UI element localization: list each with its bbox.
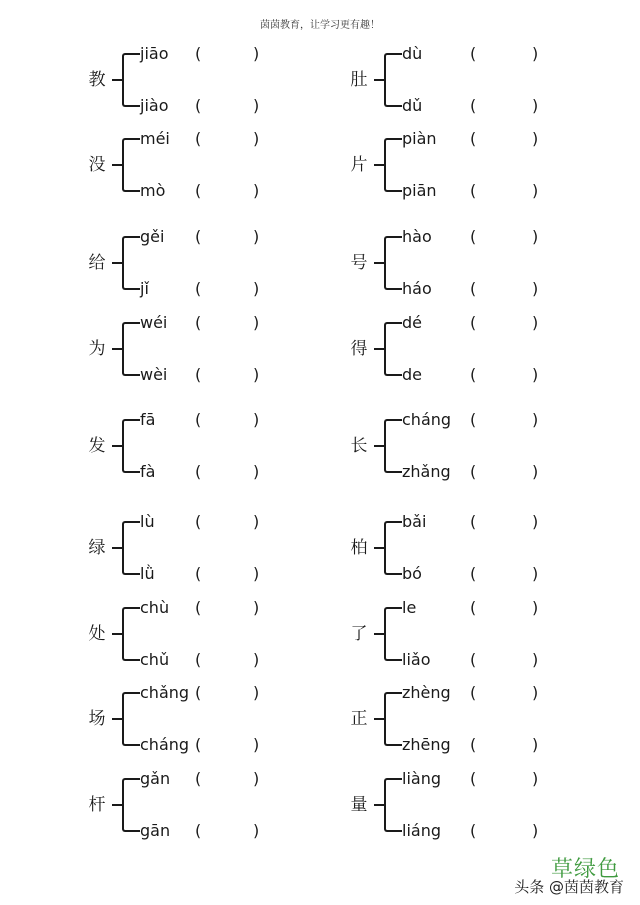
answer-blank-open: (: [470, 769, 477, 788]
answer-blank-open: (: [470, 821, 477, 840]
hanzi-character: 号: [350, 253, 368, 273]
answer-blank-close: ): [532, 181, 539, 200]
pinyin-reading: gěi: [140, 227, 165, 246]
pinyin-reading: chǎng: [140, 683, 190, 702]
answer-blank-open: (: [195, 279, 202, 298]
pinyin-reading: piān: [402, 181, 437, 200]
answer-blank-close: ): [253, 44, 260, 63]
pinyin-reading: wéi: [140, 313, 168, 332]
answer-blank-open: (: [470, 735, 477, 754]
pinyin-reading: le: [402, 598, 417, 617]
pinyin-reading: bó: [402, 564, 422, 583]
brace-tick: [112, 804, 122, 806]
brace-bracket: [384, 236, 402, 290]
answer-blank-close: ): [253, 821, 260, 840]
pinyin-reading: jiào: [140, 96, 169, 115]
brace-bracket: [122, 607, 140, 661]
brace-tick: [112, 348, 122, 350]
pinyin-reading: dù: [402, 44, 423, 63]
answer-blank-close: ): [532, 365, 539, 384]
brace-bracket: [122, 419, 140, 473]
answer-blank-open: (: [470, 44, 477, 63]
answer-blank-close: ): [532, 512, 539, 531]
hanzi-character: 没: [88, 155, 106, 175]
hanzi-character: 片: [350, 155, 368, 175]
answer-blank-open: (: [470, 512, 477, 531]
answer-blank-open: (: [195, 564, 202, 583]
hanzi-character: 处: [88, 624, 106, 644]
brace-tick: [112, 547, 122, 549]
answer-blank-close: ): [532, 129, 539, 148]
pinyin-reading: chù: [140, 598, 170, 617]
hanzi-character: 长: [350, 436, 368, 456]
answer-blank-close: ): [532, 44, 539, 63]
brace-tick: [374, 348, 384, 350]
pinyin-reading: cháng: [140, 735, 190, 754]
hanzi-character: 柏: [350, 538, 368, 558]
brace-bracket: [122, 778, 140, 832]
answer-blank-open: (: [195, 410, 202, 429]
hanzi-character: 量: [350, 795, 368, 815]
brace-bracket: [384, 521, 402, 575]
answer-blank-open: (: [470, 96, 477, 115]
answer-blank-open: (: [195, 683, 202, 702]
answer-blank-close: ): [253, 96, 260, 115]
answer-blank-open: (: [470, 598, 477, 617]
answer-blank-open: (: [470, 227, 477, 246]
answer-blank-open: (: [470, 129, 477, 148]
answer-blank-close: ): [253, 769, 260, 788]
brace-tick: [374, 79, 384, 81]
answer-blank-open: (: [470, 683, 477, 702]
watermark-text: 草绿色: [550, 857, 620, 882]
answer-blank-close: ): [253, 227, 260, 246]
brace-tick: [374, 718, 384, 720]
answer-blank-open: (: [470, 181, 477, 200]
answer-blank-open: (: [195, 44, 202, 63]
pinyin-reading: liáng: [402, 821, 441, 840]
hanzi-character: 肚: [350, 70, 368, 90]
answer-blank-close: ): [532, 735, 539, 754]
hanzi-character: 发: [88, 436, 106, 456]
pinyin-reading: wèi: [140, 365, 168, 384]
brace-tick: [374, 445, 384, 447]
answer-blank-close: ): [532, 650, 539, 669]
answer-blank-open: (: [195, 96, 202, 115]
answer-blank-close: ): [253, 735, 260, 754]
answer-blank-close: ): [253, 598, 260, 617]
answer-blank-close: ): [532, 821, 539, 840]
brace-tick: [374, 164, 384, 166]
pinyin-reading: bǎi: [402, 512, 427, 531]
pinyin-reading: cháng: [402, 410, 452, 429]
pinyin-reading: lǜ: [140, 564, 155, 583]
right-column: [320, 0, 640, 905]
brace-bracket: [122, 138, 140, 192]
answer-blank-close: ): [532, 462, 539, 481]
pinyin-reading: lù: [140, 512, 155, 531]
pinyin-reading: hào: [402, 227, 432, 246]
pinyin-reading: piàn: [402, 129, 437, 148]
brace-tick: [374, 262, 384, 264]
brace-tick: [374, 547, 384, 549]
answer-blank-close: ): [532, 279, 539, 298]
brace-tick: [112, 164, 122, 166]
pinyin-reading: gān: [140, 821, 171, 840]
answer-blank-open: (: [470, 365, 477, 384]
answer-blank-open: (: [195, 735, 202, 754]
pinyin-reading: dǔ: [402, 96, 423, 115]
answer-blank-close: ): [532, 96, 539, 115]
answer-blank-open: (: [195, 598, 202, 617]
pinyin-reading: zhǎng: [402, 462, 451, 481]
brace-bracket: [122, 322, 140, 376]
brace-bracket: [384, 138, 402, 192]
hanzi-character: 场: [88, 709, 106, 729]
brace-bracket: [384, 607, 402, 661]
brace-tick: [374, 633, 384, 635]
answer-blank-close: ): [253, 181, 260, 200]
answer-blank-close: ): [253, 410, 260, 429]
answer-blank-open: (: [470, 313, 477, 332]
brace-bracket: [384, 692, 402, 746]
hanzi-character: 教: [88, 70, 106, 90]
pinyin-reading: de: [402, 365, 422, 384]
answer-blank-close: ): [532, 313, 539, 332]
pinyin-reading: liàng: [402, 769, 441, 788]
pinyin-reading: fā: [140, 410, 156, 429]
brace-bracket: [384, 322, 402, 376]
brace-tick: [112, 262, 122, 264]
pinyin-reading: zhèng: [402, 683, 451, 702]
answer-blank-close: ): [253, 313, 260, 332]
footer-credit: 头条 @茵茵教育: [514, 878, 624, 896]
answer-blank-close: ): [253, 683, 260, 702]
brace-tick: [112, 718, 122, 720]
hanzi-character: 了: [350, 624, 368, 644]
answer-blank-open: (: [470, 462, 477, 481]
answer-blank-close: ): [253, 564, 260, 583]
answer-blank-close: ): [253, 365, 260, 384]
answer-blank-open: (: [470, 564, 477, 583]
brace-bracket: [122, 236, 140, 290]
brace-tick: [112, 633, 122, 635]
answer-blank-open: (: [195, 129, 202, 148]
pinyin-reading: háo: [402, 279, 432, 298]
hanzi-character: 绿: [88, 538, 106, 558]
answer-blank-close: ): [532, 598, 539, 617]
pinyin-reading: fà: [140, 462, 156, 481]
brace-bracket: [384, 778, 402, 832]
answer-blank-open: (: [195, 227, 202, 246]
hanzi-character: 杆: [88, 795, 106, 815]
answer-blank-open: (: [195, 365, 202, 384]
brace-tick: [112, 445, 122, 447]
pinyin-reading: mò: [140, 181, 166, 200]
answer-blank-close: ): [532, 410, 539, 429]
answer-blank-close: ): [532, 683, 539, 702]
hanzi-character: 为: [88, 339, 106, 359]
answer-blank-open: (: [195, 821, 202, 840]
pinyin-reading: jǐ: [140, 279, 149, 298]
answer-blank-close: ): [532, 564, 539, 583]
brace-bracket: [384, 53, 402, 107]
answer-blank-close: ): [253, 512, 260, 531]
pinyin-reading: dé: [402, 313, 422, 332]
hanzi-character: 得: [350, 339, 368, 359]
answer-blank-open: (: [470, 279, 477, 298]
pinyin-reading: chǔ: [140, 650, 170, 669]
answer-blank-close: ): [253, 129, 260, 148]
hanzi-character: 给: [88, 253, 106, 273]
answer-blank-open: (: [195, 313, 202, 332]
hanzi-character: 正: [350, 709, 368, 729]
brace-bracket: [122, 53, 140, 107]
answer-blank-close: ): [253, 279, 260, 298]
answer-blank-close: ): [253, 462, 260, 481]
page-header: 茵茵教育，让学习更有趣！: [260, 20, 380, 31]
answer-blank-open: (: [195, 769, 202, 788]
brace-bracket: [122, 521, 140, 575]
brace-tick: [112, 79, 122, 81]
brace-bracket: [122, 692, 140, 746]
pinyin-reading: zhēng: [402, 735, 451, 754]
pinyin-reading: gǎn: [140, 769, 171, 788]
answer-blank-open: (: [195, 462, 202, 481]
answer-blank-open: (: [470, 410, 477, 429]
answer-blank-close: ): [532, 227, 539, 246]
answer-blank-close: ): [532, 769, 539, 788]
pinyin-reading: liǎo: [402, 650, 431, 669]
answer-blank-open: (: [195, 650, 202, 669]
pinyin-reading: méi: [140, 129, 170, 148]
answer-blank-open: (: [195, 512, 202, 531]
brace-tick: [374, 804, 384, 806]
answer-blank-close: ): [253, 650, 260, 669]
brace-bracket: [384, 419, 402, 473]
pinyin-reading: jiāo: [140, 44, 169, 63]
answer-blank-open: (: [470, 650, 477, 669]
answer-blank-open: (: [195, 181, 202, 200]
